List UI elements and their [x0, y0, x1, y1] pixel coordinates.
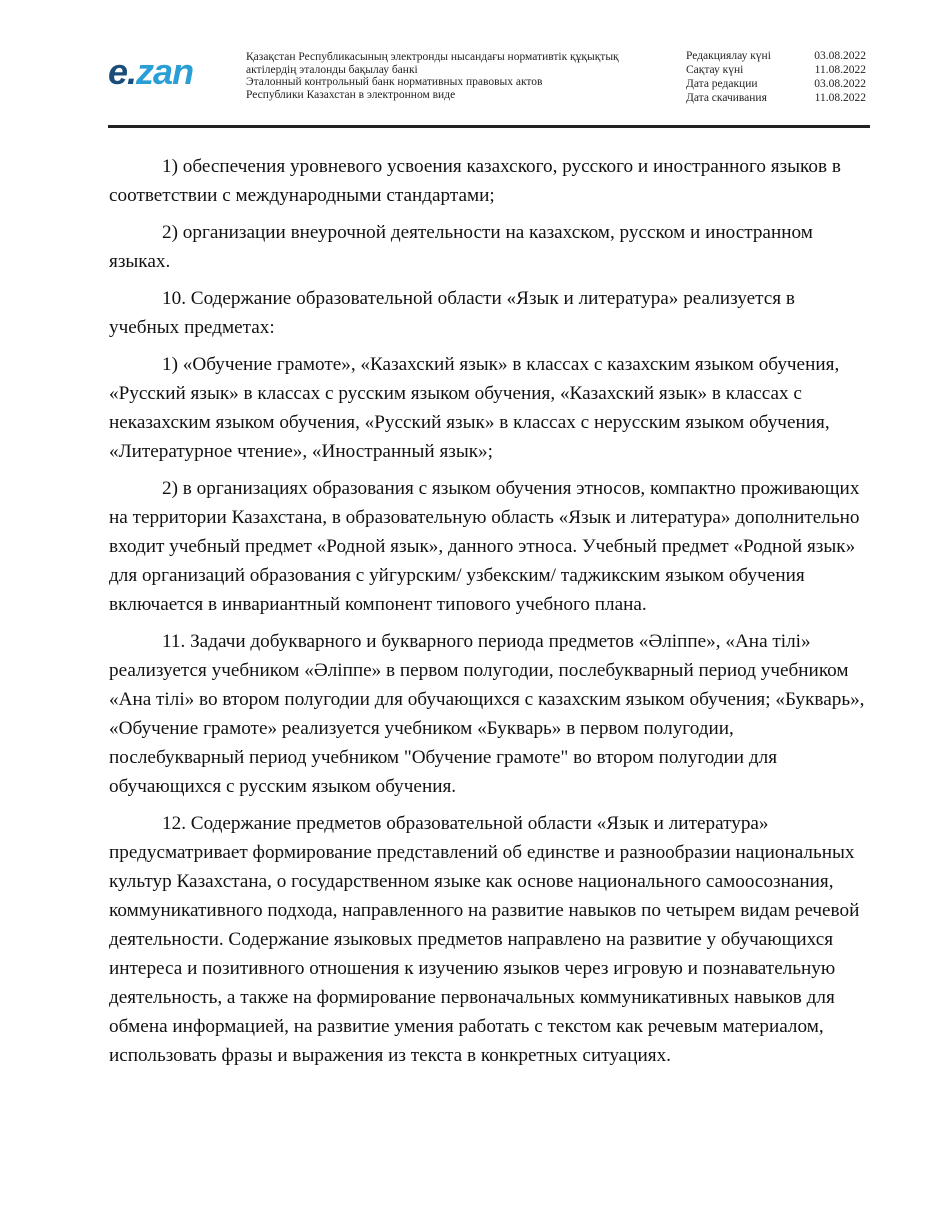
meta-label: Дата редакции — [686, 78, 758, 90]
meta-label: Редакциялау күні — [686, 50, 771, 62]
meta-row-edit-date-kz — [686, 49, 866, 63]
paragraph: 1) обеспечения уровневого усвоения казахского, русского и иностранного языков в соответствии с международными стандартами; — [109, 156, 841, 206]
paragraph: 1) «Обучение грамоте», «Казахский язык» в классах с казахским языком обучения, «Русский язык» в классах с русским языком обучения, «Казахский язык» в классах с неказахским языком обучения, «Русский язык» в классах с нерусским языком обучения, «Литературное чтение», «Иностранный язык»; — [109, 354, 840, 462]
document-dates — [686, 49, 866, 105]
meta-label: Сақтау күні — [686, 64, 744, 76]
document-body — [109, 152, 869, 1078]
ezan-logo[interactable]: e.zan — [108, 51, 194, 92]
page-header — [108, 44, 870, 128]
source-line: Республики Казахстан в электронном виде — [246, 88, 456, 101]
source-description — [246, 51, 666, 101]
header-divider — [108, 125, 870, 128]
meta-label: Дата скачивания — [686, 92, 767, 104]
source-line: актілердің эталонды бақылау банкі — [246, 63, 418, 76]
paragraph: 2) организации внеурочной деятельности на казахском, русском и иностранном языках. — [109, 222, 813, 272]
source-line: Эталонный контрольный банк нормативных правовых актов — [246, 76, 543, 88]
meta-row-download-date — [686, 91, 866, 105]
meta-value: 11.08.2022 — [814, 64, 866, 76]
paragraph: 11. Задачи добукварного и букварного периода предметов «Әліппе», «Ана тілі» реализуется учебником «Әліппе» в первом полугодии, послебукварный период учебником «Ана тілі» во втором полугодии для обучающихся с казахским языком обучения; «Букварь», «Обучение грамоте» реализуется учебником «Букварь» в первом полугодии, послебукварный период учебником "Обучение грамоте" во втором полугодии для обучающихся с русским языком обучения. — [109, 631, 865, 797]
paragraph: 10. Содержание образовательной области «Язык и литература» реализуется в учебных предметах: — [109, 288, 795, 338]
meta-row-save-date-kz — [686, 63, 866, 77]
source-line: Қазақстан Республикасының электронды нысандағы нормативтік құқықтық — [246, 51, 619, 63]
paragraph: 2) в организациях образования с языком обучения этносов, компактно проживающих на территории Казахстана, в образовательную область «Язык и литература» дополнительно входит учебный предмет «Родной язык», данного этноса. Учебный предмет «Родной язык» для организаций образования с уйгурским/ узбекским/ таджикским языком обучения включается в инвариантный компонент типового учебного плана. — [109, 478, 860, 615]
meta-value: 03.08.2022 — [814, 78, 866, 90]
meta-value: 03.08.2022 — [814, 50, 866, 62]
paragraph: 12. Содержание предметов образовательной области «Язык и литература» предусматривает формирование представлений об единстве и разнообразии национальных культур Казахстана, о государственном языке как основе национального самоосознания, коммуникативного подхода, направленного на развитие навыков по четырем видам речевой деятельности. Содержание языковых предметов направлено на развитие у обучающихся интереса и позитивного отношения к изучению языков через игровую и познавательную деятельность, а также на формирование первоначальных коммуникативных навыков для обмена информацией, на развитие умения работать с текстом как речевым материалом, использовать фразы и выражения из текста в конкретных ситуациях. — [109, 813, 860, 1066]
meta-row-edit-date — [686, 77, 866, 91]
meta-value: 11.08.2022 — [814, 92, 866, 104]
